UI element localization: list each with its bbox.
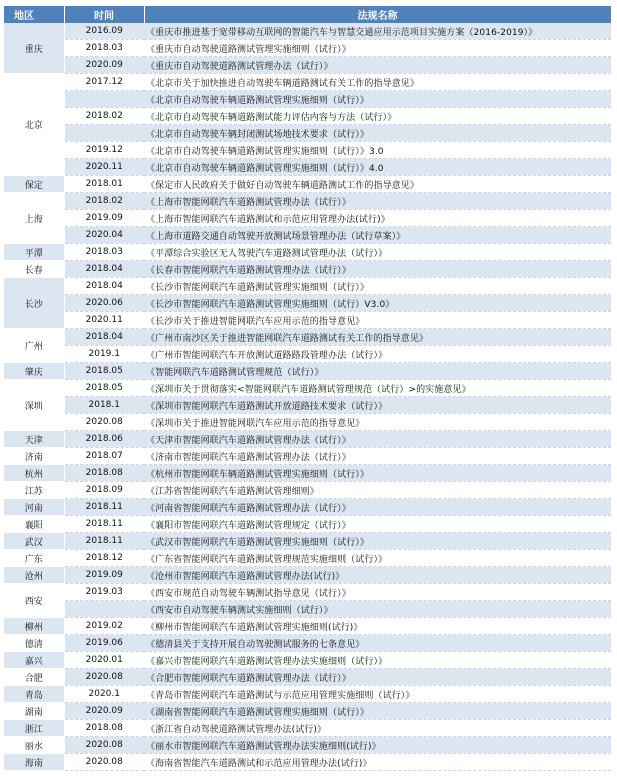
- region-cell: 广州: [4, 329, 64, 363]
- regulation-name-cell: 《北京市关于加快推进自动驾驶车辆道路测试有关工作的指导意见》: [144, 74, 611, 91]
- table-row: [4, 40, 611, 57]
- header-region: 地区: [4, 6, 64, 23]
- regulation-name-cell: 《襄阳市智能网联汽车道路测试管理规定（试行）》: [144, 516, 611, 533]
- table-row: [4, 244, 611, 261]
- regulation-name-cell: 《北京市自动驾驶车辆封闭测试场地技术要求（试行）》: [144, 125, 611, 142]
- table-row: [4, 584, 611, 601]
- regulation-name-cell: 《北京市自动驾驶车辆道路测试管理实施细则（试行）》: [144, 91, 611, 108]
- region-cell: 杭州: [4, 465, 64, 482]
- table-row: [4, 635, 611, 652]
- regulation-name-cell: 《杭州市智能网联车辆道路测试管理实施细则（试行）》: [144, 465, 611, 482]
- regulation-name-cell: 《上海市道路交通自动驾驶开放测试场景管理办法（试行草案）》: [144, 227, 611, 244]
- regulation-name-cell: 《广东省智能网联汽车道路测试管理规范实施细则（试行）》: [144, 550, 611, 567]
- table-row: [4, 142, 611, 159]
- date-cell: 2020.11: [64, 159, 144, 176]
- regulation-name-cell: 《德清县关于支持开展自动驾驶测试服务的七条意见》: [144, 635, 611, 652]
- regulations-table: [4, 6, 612, 771]
- regulation-name-cell: 《深圳市智能网联汽车道路测试开放道路技术要求（试行）》: [144, 397, 611, 414]
- date-cell: 2019.03: [64, 584, 144, 601]
- table-row: [4, 227, 611, 244]
- date-cell: 2018.04: [64, 261, 144, 278]
- table-row: [4, 414, 611, 431]
- regulation-name-cell: 《西安市自动驾驶车辆测试实施细则（试行）》: [144, 601, 611, 618]
- table-row: [4, 499, 611, 516]
- date-cell: 2019.09: [64, 210, 144, 227]
- regulation-name-cell: 《北京市自动驾驶车辆道路测试管理实施细则（试行）》4.0: [144, 159, 611, 176]
- table-row: [4, 703, 611, 720]
- regulation-name-cell: 《天津市智能网联汽车道路测试管理办法（试行）》: [144, 431, 611, 448]
- regulation-name-cell: 《西安市规范自动驾驶车辆测试指导意见（试行）》: [144, 584, 611, 601]
- date-cell: 2020.06: [64, 295, 144, 312]
- date-cell: 2018.11: [64, 516, 144, 533]
- date-cell: 2020.1: [64, 686, 144, 703]
- regulation-name-cell: 《保定市人民政府关于做好自动驾驶车辆道路测试工作的指导意见》: [144, 176, 611, 193]
- regulation-name-cell: 《武汉市智能网联汽车道路测试管理实施细则（试行）》: [144, 533, 611, 550]
- date-cell: 2018.03: [64, 244, 144, 261]
- date-cell: 2017.12: [64, 74, 144, 91]
- table-body: [4, 23, 611, 771]
- region-cell: 长沙: [4, 278, 64, 329]
- region-cell: 丽水: [4, 737, 64, 754]
- date-cell: 2018.07: [64, 448, 144, 465]
- date-cell: 2018.05: [64, 380, 144, 397]
- table-row: [4, 669, 611, 686]
- date-cell: 2020.04: [64, 227, 144, 244]
- regulation-name-cell: 《长沙市关于推进智能网联汽车应用示范的指导意见》: [144, 312, 611, 329]
- regulation-name-cell: 《深圳市关于推进智能网联汽车应用示范的指导意见》: [144, 414, 611, 431]
- table-row: [4, 125, 611, 142]
- table-row: [4, 295, 611, 312]
- region-cell: 青岛: [4, 686, 64, 703]
- region-cell: 沧州: [4, 567, 64, 584]
- regulation-name-cell: 《丽水市智能网联汽车道路测试管理办法实施细则(试行)》: [144, 737, 611, 754]
- table-row: [4, 176, 611, 193]
- date-cell: 2020.08: [64, 737, 144, 754]
- table-row: [4, 193, 611, 210]
- table-row: [4, 363, 611, 380]
- date-cell: 2020.08: [64, 754, 144, 771]
- table-row: [4, 754, 611, 771]
- regulation-name-cell: 《长沙市智能网联汽车道路测试管理实施细则（试行）》: [144, 278, 611, 295]
- table-header-row: [4, 6, 611, 23]
- date-cell: 2018.09: [64, 482, 144, 499]
- table-row: [4, 57, 611, 74]
- region-cell: 合肥: [4, 669, 64, 686]
- table-row: [4, 720, 611, 737]
- table-row: [4, 652, 611, 669]
- regulation-name-cell: 《嘉兴市智能网联汽车道路测试管理办法实施细则（试行）》: [144, 652, 611, 669]
- region-cell: 柳州: [4, 618, 64, 635]
- date-cell: 2018.02: [64, 108, 144, 125]
- region-cell: 平潭: [4, 244, 64, 261]
- table-row: [4, 397, 611, 414]
- header-date: 时间: [64, 6, 144, 23]
- regulation-name-cell: 《海南省智能汽车道路测试和示范应用管理办法(试行)》: [144, 754, 611, 771]
- table-row: [4, 618, 611, 635]
- region-cell: 江苏: [4, 482, 64, 499]
- table-row: [4, 431, 611, 448]
- regulation-name-cell: 《沧州市智能网联汽车道路测试管理办法(试行)》: [144, 567, 611, 584]
- regulation-name-cell: 《深圳市关于贯彻落实<智能网联汽车道路测试管理规范（试行）>的实施意见》: [144, 380, 611, 397]
- regulation-name-cell: 《北京市自动驾驶车辆道路测试能力评估内容与方法（试行）》: [144, 108, 611, 125]
- table-row: [4, 346, 611, 363]
- regulation-name-cell: 《江苏省智能网联汽车道路测试管理细则》: [144, 482, 611, 499]
- region-cell: 西安: [4, 584, 64, 618]
- table-row: [4, 210, 611, 227]
- date-cell: 2018.12: [64, 550, 144, 567]
- table-row: [4, 74, 611, 91]
- date-cell: 2016.09: [64, 23, 144, 40]
- regulation-name-cell: 《柳州市智能网联汽车道路测试管理实施细则(试行)》: [144, 618, 611, 635]
- table-row: [4, 23, 611, 40]
- table-row: [4, 601, 611, 618]
- regulation-name-cell: 《重庆市推进基于宽带移动互联网的智能汽车与智慧交通应用示范项目实施方案（2016-2019）》: [144, 23, 611, 40]
- region-cell: 济南: [4, 448, 64, 465]
- date-cell: 2019.12: [64, 142, 144, 159]
- table-row: [4, 686, 611, 703]
- table-row: [4, 329, 611, 346]
- region-cell: 广东: [4, 550, 64, 567]
- region-cell: 嘉兴: [4, 652, 64, 669]
- region-cell: 重庆: [4, 23, 64, 74]
- regulation-name-cell: 《青岛市智能网联汽车道路测试与示范应用管理实施细则（试行）》: [144, 686, 611, 703]
- regulation-name-cell: 《上海市智能网联汽车道路测试和示范应用管理办法(试行)》: [144, 210, 611, 227]
- date-cell: 2018.06: [64, 431, 144, 448]
- date-cell: 2018.03: [64, 40, 144, 57]
- date-cell: 2020.11: [64, 312, 144, 329]
- date-cell: [64, 125, 144, 142]
- date-cell: 2018.1: [64, 397, 144, 414]
- table-row: [4, 108, 611, 125]
- region-cell: 保定: [4, 176, 64, 193]
- table-row: [4, 91, 611, 108]
- region-cell: 襄阳: [4, 516, 64, 533]
- table-row: [4, 567, 611, 584]
- regulation-name-cell: 《长春市智能网联汽车道路测试管理办法（试行）》: [144, 261, 611, 278]
- regulation-name-cell: 《长沙市智能网联汽车道路测试管理实施细则（试行）V3.0》: [144, 295, 611, 312]
- date-cell: 2018.05: [64, 363, 144, 380]
- date-cell: 2018.11: [64, 533, 144, 550]
- table-row: [4, 516, 611, 533]
- regulation-name-cell: 《河南省智能网联汽车道路测试管理办法（试行）》: [144, 499, 611, 516]
- table-row: [4, 737, 611, 754]
- region-cell: 肇庆: [4, 363, 64, 380]
- date-cell: 2019.02: [64, 618, 144, 635]
- region-cell: 河南: [4, 499, 64, 516]
- region-cell: 浙江: [4, 720, 64, 737]
- table-row: [4, 312, 611, 329]
- date-cell: 2018.01: [64, 176, 144, 193]
- date-cell: 2018.04: [64, 329, 144, 346]
- regulation-name-cell: 《智能网联汽车道路测试管理规范（试行）》: [144, 363, 611, 380]
- regulation-name-cell: 《浙江省自动驾驶道路测试管理办法(试行)》: [144, 720, 611, 737]
- date-cell: 2020.09: [64, 57, 144, 74]
- date-cell: 2018.02: [64, 193, 144, 210]
- region-cell: 湖南: [4, 703, 64, 720]
- date-cell: 2020.08: [64, 414, 144, 431]
- date-cell: 2019.1: [64, 346, 144, 363]
- table-row: [4, 533, 611, 550]
- date-cell: 2018.11: [64, 499, 144, 516]
- region-cell: 武汉: [4, 533, 64, 550]
- date-cell: 2020.01: [64, 652, 144, 669]
- regulation-name-cell: 《平潭综合实验区无人驾驶汽车道路测试管理办法（试行）》: [144, 244, 611, 261]
- table-row: [4, 261, 611, 278]
- regulation-name-cell: 《上海市智能网联汽车道路测试管理办法（试行）》: [144, 193, 611, 210]
- regulation-name-cell: 《重庆市自动驾驶道路测试管理办法（试行）》: [144, 57, 611, 74]
- regulation-name-cell: 《济南市智能网联汽车道路测试管理办法（试行）》: [144, 448, 611, 465]
- date-cell: [64, 601, 144, 618]
- region-cell: 上海: [4, 193, 64, 244]
- regulation-name-cell: 《广州市智能网联汽车开放测试道路路段管理办法（试行）》: [144, 346, 611, 363]
- date-cell: 2018.04: [64, 278, 144, 295]
- table-row: [4, 380, 611, 397]
- regulation-name-cell: 《北京市自动驾驶车辆道路测试管理实施细则（试行）》3.0: [144, 142, 611, 159]
- table-row: [4, 159, 611, 176]
- date-cell: 2018.08: [64, 465, 144, 482]
- date-cell: 2018.08: [64, 720, 144, 737]
- date-cell: 2019.09: [64, 567, 144, 584]
- region-cell: 德清: [4, 635, 64, 652]
- region-cell: 海南: [4, 754, 64, 771]
- table-row: [4, 550, 611, 567]
- region-cell: 北京: [4, 74, 64, 176]
- header-name: 法规名称: [144, 6, 611, 23]
- date-cell: [64, 91, 144, 108]
- regulation-name-cell: 《合肥市智能网联汽车道路测试管理办法（试行）》: [144, 669, 611, 686]
- region-cell: 深圳: [4, 380, 64, 431]
- regulation-name-cell: 《广州市南沙区关于推进智能网联汽车道路测试有关工作的指导意见》: [144, 329, 611, 346]
- date-cell: 2020.08: [64, 669, 144, 686]
- date-cell: 2020.09: [64, 703, 144, 720]
- region-cell: 长春: [4, 261, 64, 278]
- table-row: [4, 278, 611, 295]
- table-row: [4, 465, 611, 482]
- table-row: [4, 448, 611, 465]
- regulation-name-cell: 《湖南省智能网联汽车道路测试管理实施细则（试行）》: [144, 703, 611, 720]
- date-cell: 2019.06: [64, 635, 144, 652]
- regulation-name-cell: 《重庆市自动驾驶道路测试管理实施细则（试行）》: [144, 40, 611, 57]
- table-row: [4, 482, 611, 499]
- region-cell: 天津: [4, 431, 64, 448]
